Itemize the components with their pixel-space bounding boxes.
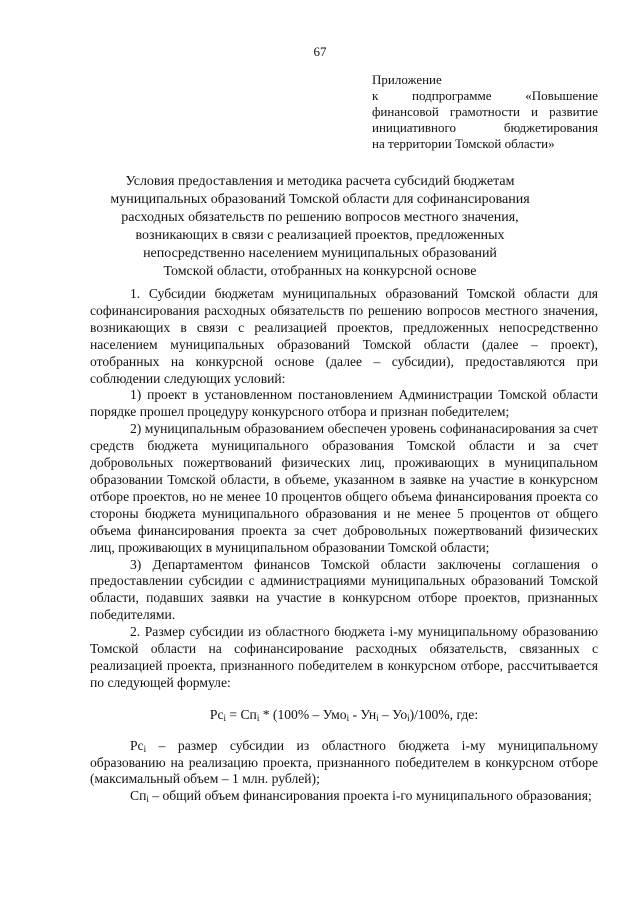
paragraph-condition-2: 2) муниципальным образованием обеспечен уровень софинанасирования за счет средств бюджета муниципального образования Томской области и за счет добровольных пожертвований физических лиц, проживающих в муниципальном образовании Томской области, в объеме, указанном в заявке на участие в конкурсном отборе проектов, но не менее 10 процентов общего объема финансирования проекта со стороны бюджета муниципального образования и не менее 5 процентов от общего объема финансирования проекта за счет добровольных пожертвований физических лиц, проживающих в муниципальном образовании Томской области; bbox=[90, 421, 598, 555]
formula-part: = Сп bbox=[226, 706, 257, 722]
formula-subscript: i bbox=[376, 712, 379, 723]
formula-part: Рс bbox=[209, 706, 224, 722]
formula-part: )/100%, где: bbox=[409, 706, 479, 722]
formula-subscript: i bbox=[223, 712, 226, 723]
page-number: 67 bbox=[313, 44, 327, 59]
paragraph-2: 2. Размер субсидии из областного бюджета i-му муниципальному образованию Томской области на софинансирование расходных обязательств, связанных с реализацией проекта, признанного победителем в конкурсном отборе, рассчитывается по следующей формуле: bbox=[90, 624, 598, 690]
paragraph-1: 1. Субсидии бюджетам муниципальных образований Томской области для софинансирования расходных обязательств по решению вопросов местного значения, возникающих в связи с реализацией проектов, предложенных непосредственно населением муниципальных образований Томской области (далее – проект), отобранных на конкурсной основе (далее – субсидии), предоставляются при соблюдении следующих условий: bbox=[90, 286, 598, 386]
subsidy-formula bbox=[90, 707, 598, 724]
definition-subscript: i bbox=[146, 794, 149, 805]
definition-subscript: i bbox=[143, 743, 147, 754]
appendix-line: инициативного бюджетирования bbox=[372, 120, 598, 135]
appendix-line: на территории Томской области» bbox=[372, 136, 555, 151]
formula-part: – Уо bbox=[378, 706, 408, 722]
appendix-header bbox=[372, 72, 598, 152]
title-line: непосредственно населением муниципальных образований bbox=[143, 246, 497, 261]
definition-text: – размер субсидии из областного бюджета i-му муниципальному образованию на реализацию проекта, признанного победителем в конкурсном отборе (максимальный объем – 1 млн. рублей); bbox=[90, 737, 598, 787]
document-title bbox=[90, 173, 550, 281]
title-line: возникающих в связи с реализацией проектов, предложенных bbox=[135, 228, 505, 243]
formula-part: * (100% – Умо bbox=[259, 706, 347, 722]
definition-text: – общий объем финансирования проекта i-го муниципального образования; bbox=[148, 788, 592, 804]
appendix-line: Приложение bbox=[372, 72, 442, 87]
definition-rs bbox=[90, 738, 598, 789]
title-line: расходных обязательств по решению вопросов местного значения, bbox=[121, 210, 519, 225]
appendix-line: финансовой грамотности и развитие bbox=[372, 104, 598, 119]
document-body bbox=[90, 286, 598, 805]
formula-subscript: i bbox=[256, 712, 260, 723]
formula-subscript: i bbox=[346, 712, 350, 723]
title-line: Томской области, отобранных на конкурсной основе bbox=[163, 264, 477, 279]
appendix-line: к подпрограмме «Повышение bbox=[372, 88, 598, 103]
definition-symbol: Рс bbox=[130, 737, 144, 753]
formula-subscript: i bbox=[407, 712, 410, 723]
title-line: муниципальных образований Томской области для софинансирования bbox=[110, 192, 530, 207]
definition-symbol: Сп bbox=[130, 788, 147, 804]
formula-part: - Ун bbox=[349, 706, 377, 722]
definition-sp bbox=[90, 788, 598, 805]
title-line: Условия предоставления и методика расчета субсидий бюджетам bbox=[125, 174, 515, 189]
paragraph-condition-1: 1) проект в установленном постановлением Администрации Томской области порядке прошел процедуру конкурсного отбора и признан победителем; bbox=[90, 387, 598, 420]
paragraph-condition-3: 3) Департаментом финансов Томской области заключены соглашения о предоставлении субсидии с администрациями муниципальных образований Томской области, подавших заявки на участие в конкурсном отборе проектов, признанных победителями. bbox=[90, 556, 598, 623]
